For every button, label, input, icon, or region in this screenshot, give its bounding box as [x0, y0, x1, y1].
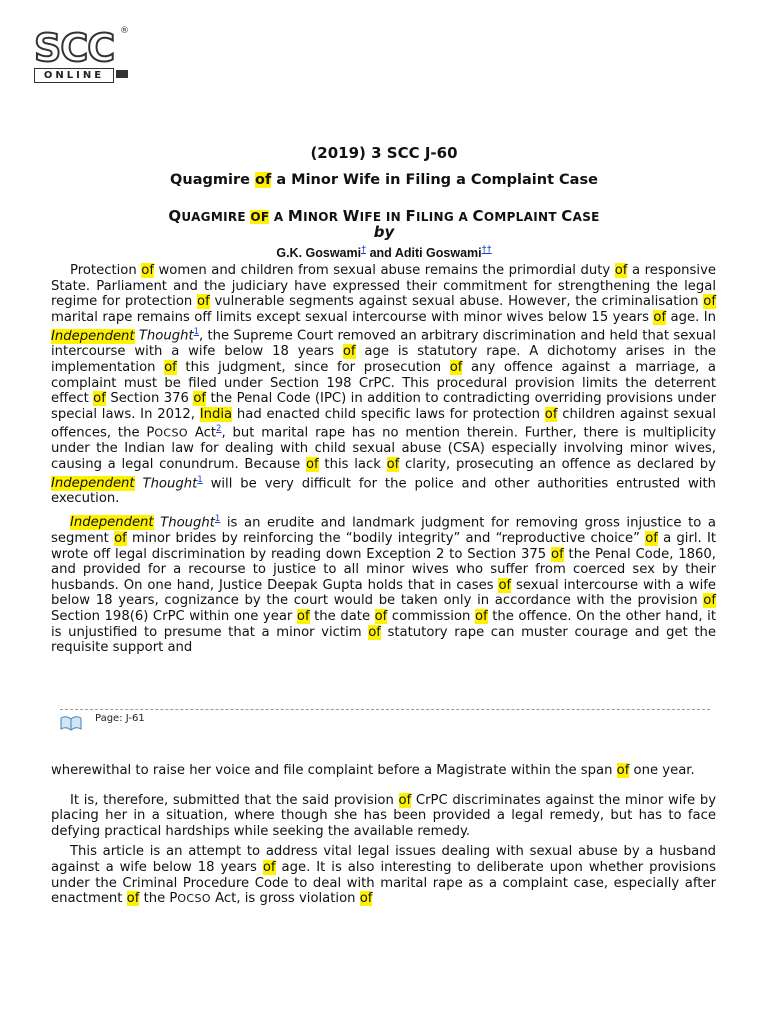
paragraph: It is, therefore, submitted that the said provision of CrPC discriminates against the minor wife by placing her in a situation, where though she has been provided a legal remedy, but has to face defying practical hardships while seeking the available remedy. — [51, 792, 716, 839]
page-label: Page: J-61 — [95, 713, 145, 724]
citation: (2019) 3 SCC J-60 — [310, 144, 458, 162]
footnote-link[interactable]: †† — [481, 244, 492, 254]
scc-online-logo — [34, 28, 130, 82]
byline: by — [373, 223, 395, 241]
article-title: Quagmire of a Minor Wife in Filing a Complaint Case — [170, 172, 598, 188]
registered-mark: ® — [120, 26, 129, 36]
authors: G.K. Goswami† and Aditi Goswami†† — [276, 244, 492, 261]
paragraph: This article is an attempt to address vital legal issues dealing with sexual abuse by a husband against a wife below 18 years of age. It is also interesting to deliberate upon whether provisions under the Criminal Procedure Code to deal with marital rape as a complaint case, especially after enactment of the POCSO Act, is gross violation of — [51, 844, 716, 907]
paragraph: wherewithal to raise her voice and file complaint before a Magistrate within the span of one year. — [51, 763, 695, 778]
paragraph: Independent Thought$^1$ is an erudite and landmark judgment for removing gross injustice to a segment of minor brides by reinforcing the “bodily integrity” and “reproductive choice” of a girl. It wrote off legal discrimination by reading down Exception 2 to Section 375 of the Penal Code, 1860, and provided for a recourse to justice to all minor wives who suffer from coerced sex by their husbands. On one hand, Justice Deepak Gupta holds that in cases of sexual intercourse with a wife below 18 years, cognizance by the court would be taken only in accordance with the provision of Section 198(6) CrPC within one year of the date of commission of the offence. On the other hand, it is unjustified to presume that a minor victim of statutory rape can muster courage and get the requisite support and — [51, 514, 717, 656]
logo-tab-decoration — [116, 70, 128, 78]
article-body-page-61 — [51, 763, 716, 907]
footnote-link[interactable]: † — [361, 244, 367, 254]
logo-sub: ONLINE — [34, 68, 114, 83]
article-title-smallcaps: QUAGMIRE OF A MINOR WIFE IN FILING A COMPLAINT CASE — [168, 207, 600, 225]
page-divider — [60, 709, 710, 710]
logo-brand: SCC — [34, 26, 115, 70]
book-icon — [60, 715, 82, 731]
article-body-page-60 — [51, 263, 716, 656]
paragraph: Protection of women and children from sexual abuse remains the primordial duty of a responsive State. Parliament and the judiciary have expressed their commitment for strengthening the legal regime for protection of vulnerable segments against sexual abuse. However, the criminalisation of marital rape remains off limits except sexual intercourse with minor wives below 15 years of age. In Independent Thought$^1$, the Supreme Court removed an arbitrary discrimination and held that sexual intercourse with a wife below 18 years of age is statutory rape. A dichotomy arises in the implementation of this judgment, since for prosecution of any offence against a marriage, a complaint must be filed under Section 198 CrPC. This procedural provision limits the deterrent effect of Section 376 of the Penal Code (IPC) in addition to contradicting overriding provisions under special laws. In 2012, India had enacted child specific laws for protection of children against sexual offences, the POCSO Act$^2$, but marital rape has no mention therein. Further, there is multiplicity under the Indian law for dealing with child sexual abuse (CSA) especially involving minor wives, causing a legal conundrum. Because of this lack of clarity, prosecuting an offence as declared by Independent Thought$^1$ will be very difficult for the police and other authorities entrusted with execution. — [51, 263, 716, 507]
